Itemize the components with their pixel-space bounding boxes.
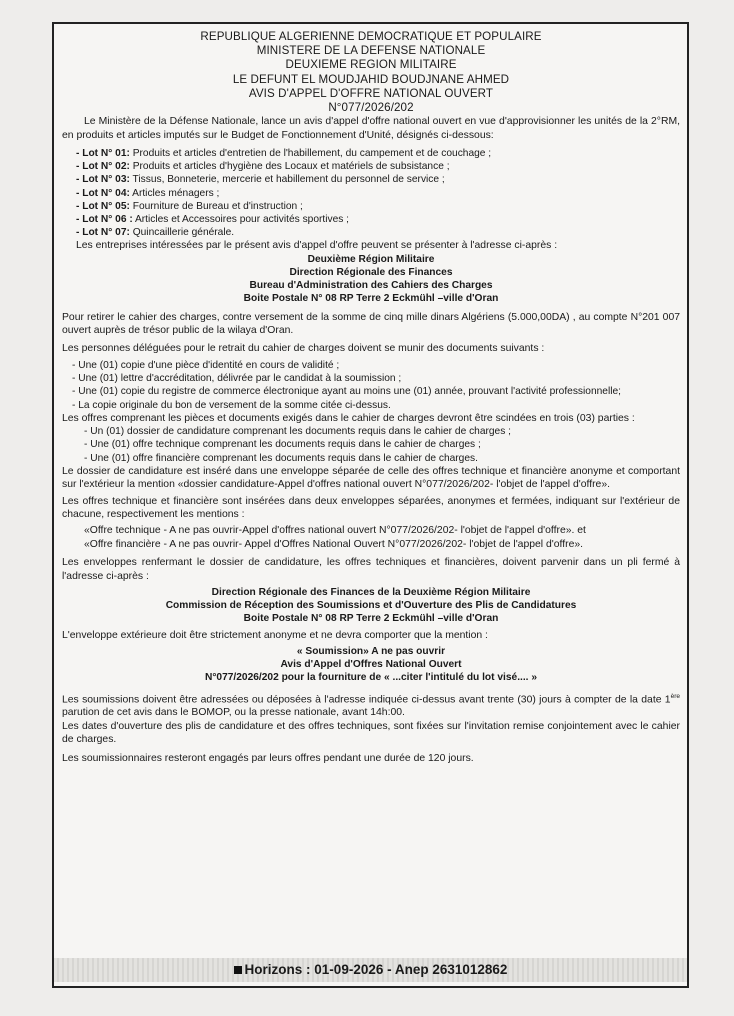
header-line: N°077/2026/202 [328, 101, 414, 115]
mention-line: Avis d'Appel d'Offres National Ouvert [280, 659, 462, 671]
lot-text: Tissus, Bonneterie, mercerie et habillement du personnel de service ; [129, 174, 445, 186]
list-item [62, 200, 680, 213]
address-block-1 [62, 253, 680, 306]
opening-paragraph: Les dates d'ouverture des plis de candidature et des offres techniques, sont fixées sur l'invitation remise conjointement avec le cahier de charges. [62, 720, 680, 746]
address-intro: Les entreprises intéressées par le présent avis d'appel d'offre peuvent se présenter à l'adresse ci-après : [76, 240, 558, 252]
envelopes-note: Les offres technique et financière sont insérées dans deux enveloppes séparées, anonymes et fermées, indiquant sur l'extérieur de chacune, respectivement les mentions : [62, 495, 680, 520]
list-item [62, 226, 680, 239]
list-item: - Une (01) lettre d'accréditation, délivrée par le candidat à la soumission ; [72, 373, 402, 385]
lot-number: - Lot N° 06 : [76, 214, 133, 226]
address-line: Direction Régionale des Finances de la Deuxième Région Militaire [211, 586, 531, 598]
header-line: LE DEFUNT EL MOUDJAHID BOUDJNANE AHMED [232, 72, 510, 86]
lot-number: - Lot N° 05: [76, 200, 130, 212]
address-line: Direction Régionale des Finances [289, 267, 453, 279]
lot-list [62, 147, 680, 239]
deadline-text: Les soumissions doivent être adressées ou déposées à l'adresse indiquée ci-dessus avant trente (30) jours à compter de la date 1 [62, 694, 671, 706]
mention-financiere: «Offre financière - A ne pas ouvrir- Appel d'Offres National Ouvert N°077/2026/202- l'objet de l'appel d'offre». [84, 538, 584, 550]
delivery-intro: Les enveloppes renfermant le dossier de candidature, les offres techniques et financières, doivent parvenir dans un pli fermé à l'adresse ci-après : [62, 557, 680, 582]
lot-number: - Lot N° 01: [76, 148, 130, 160]
list-item: - Une (01) offre technique comprenant les documents requis dans le cahier de charges ; [84, 439, 481, 451]
list-item: - Une (01) offre financière comprenant les documents requis dans le cahier de charges. [84, 452, 478, 464]
address-line: Commission de Réception des Soumissions et d'Ouverture des Plis de Candidatures [165, 600, 577, 612]
parts-list [62, 425, 680, 465]
list-item: - Une (01) copie d'une pièce d'identité en cours de validité ; [72, 359, 340, 371]
lot-number: - Lot N° 07: [76, 227, 130, 239]
dossier-note: Le dossier de candidature est inséré dans une enveloppe séparée de celle des offres technique et financière anonyme et comportant sur l'extérieur la mention «dossier candidature-Appel d'offres national ouvert N°077/2026/202- l'objet de l'appel d'offre». [62, 465, 680, 491]
list-item [62, 173, 680, 186]
deadline-superscript: ère [670, 692, 680, 700]
intro-paragraph: Le Ministère de la Défense Nationale, lance un avis d'appel d'offre national ouvert en vue d'approvisionner les unités de la 2°RM, en produits et articles imputés sur le Budget de Fonctionnement d'Unité, désignés ci-dessous: [62, 116, 680, 141]
mention-line: N°077/2026/202 pour la fourniture de « ...citer l'intitulé du lot visé.... » [204, 672, 538, 684]
notice-frame [52, 22, 689, 988]
list-item: - Un (01) dossier de candidature comprenant les documents requis dans le cahier de charges ; [84, 426, 511, 438]
square-bullet-icon [234, 966, 242, 974]
list-item: - La copie originale du bon de versement de la somme citée ci-dessus. [72, 399, 391, 411]
deadline-text: parution de cet avis dans le BOMOP, ou la presse nationale, avant 14h:00. [62, 707, 405, 719]
notice-header [62, 30, 680, 115]
address-line: Deuxième Région Militaire [307, 253, 435, 265]
offers-intro: Les offres comprenant les pièces et documents exigés dans le cahier de charges devront être scindées en trois (03) parties : [62, 412, 635, 424]
lot-number: - Lot N° 03: [76, 174, 130, 186]
header-line: MINISTERE DE LA DEFENSE NATIONALE [256, 44, 486, 58]
list-item: - Une (01) copie du registre de commerce électronique ayant au moins une (01) année, prouvant l'activité professionnelle; [72, 386, 621, 398]
mention-block [62, 645, 680, 685]
lot-text: Articles et Accessoires pour activités sportives ; [132, 214, 350, 226]
list-item [62, 187, 680, 200]
mention-line: « Soumission» A ne pas ouvrir [296, 645, 446, 657]
lot-text: Quincaillerie générale. [129, 227, 235, 239]
lot-text: Produits et articles d'entretien de l'habillement, du campement et de couchage ; [129, 148, 492, 160]
footer-text: Horizons : 01-09-2026 - Anep 2631012862 [244, 962, 508, 977]
withdraw-paragraph: Pour retirer le cahier des charges, contre versement de la somme de cinq mille dinars Algériens (5.000,00DA) , au compte N°201 007 ouvert auprès de trésor public de la wilaya d'Oran. [62, 311, 680, 337]
lot-text: Articles ménagers ; [129, 187, 220, 199]
header-line: AVIS D'APPEL D'OFFRE NATIONAL OUVERT [248, 86, 494, 100]
lot-number: - Lot N° 02: [76, 161, 130, 173]
header-line: DEUXIEME REGION MILITAIRE [285, 58, 457, 72]
address-line: Boite Postale N° 08 RP Terre 2 Eckmühl –ville d'Oran [243, 613, 499, 625]
address-block-2 [62, 586, 680, 626]
delegates-intro: Les personnes déléguées pour le retrait du cahier de charges doivent se munir des documents suivants : [62, 343, 545, 355]
deadline-paragraph [62, 690, 680, 720]
outer-envelope-note: L'enveloppe extérieure doit être strictement anonyme et ne devra comporter que la mention : [62, 629, 488, 641]
header-line: REPUBLIQUE ALGERIENNE DEMOCRATIQUE ET POPULAIRE [200, 30, 542, 43]
list-item [62, 213, 680, 226]
lot-text: Produits et articles d'hygiène des Locaux et matériels de subsistance ; [129, 161, 450, 173]
footer-banner [54, 958, 687, 982]
address-line: Boite Postale N° 08 RP Terre 2 Eckmühl –ville d'Oran [243, 293, 499, 305]
list-item [62, 147, 680, 160]
document-list [62, 359, 680, 412]
mention-technique: «Offre technique - A ne pas ouvrir-Appel d'offres national ouvert N°077/2026/202- l'objet de l'appel d'offre». et [84, 525, 586, 537]
list-item [62, 160, 680, 173]
address-line: Bureau d'Administration des Cahiers des Charges [249, 280, 493, 292]
lot-number: - Lot N° 04: [76, 187, 130, 199]
engaged-paragraph: Les soumissionnaires resteront engagés par leurs offres pendant une durée de 120 jours. [62, 752, 474, 764]
lot-text: Fourniture de Bureau et d'instruction ; [129, 200, 303, 212]
